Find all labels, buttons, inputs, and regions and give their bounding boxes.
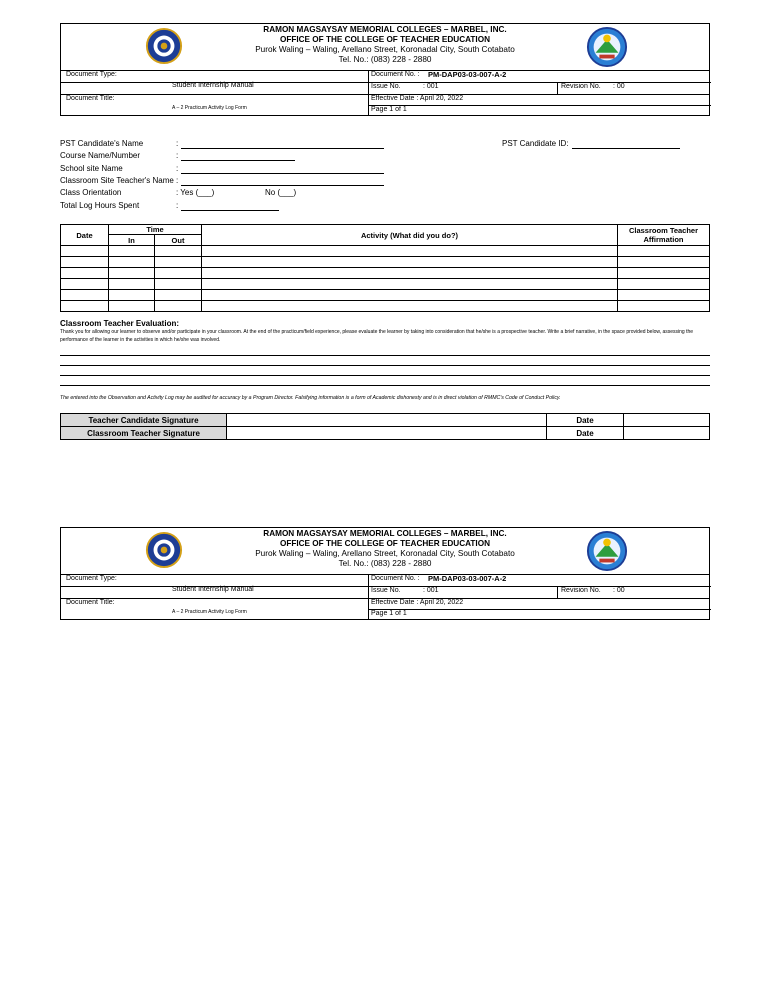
teacher-name-field[interactable] — [181, 185, 384, 186]
affirmation-header — [618, 225, 710, 246]
date-cell[interactable] — [61, 290, 109, 301]
affirmation-cell[interactable] — [618, 257, 710, 268]
activity-cell[interactable] — [202, 257, 618, 268]
doc-title-label: Document Title: — [66, 95, 115, 102]
date-cell[interactable] — [61, 246, 109, 257]
college-tel: Tel. No.: (083) 228 - 2880 — [338, 55, 432, 64]
revision-label: Revision No. — [561, 587, 601, 594]
doc-no-label: Document No. : — [371, 71, 420, 78]
affirmation-cell[interactable] — [618, 246, 710, 257]
affirmation-cell[interactable] — [618, 279, 710, 290]
header-divider — [368, 574, 369, 619]
table-row — [61, 290, 710, 301]
doc-type-label: Document Type: — [66, 575, 117, 582]
doc-no-row-line — [368, 586, 711, 587]
in-cell[interactable] — [109, 290, 155, 301]
college-address: Purok Waling – Waling, Arellano Street, Koronadal City, South Cotabato — [255, 45, 515, 54]
doc-type-value: Student Internship Manual — [172, 586, 254, 593]
evaluation-line[interactable] — [60, 385, 710, 386]
affirmation-cell[interactable] — [618, 290, 710, 301]
issue-label: Issue No. — [371, 587, 401, 594]
hours-field[interactable] — [181, 210, 279, 211]
teacher-name-label: Classroom Site Teacher's Name — [60, 176, 174, 185]
school-label: School site Name — [60, 164, 123, 173]
college-address: Purok Waling – Waling, Arellano Street, Koronadal City, South Cotabato — [255, 549, 515, 558]
table-row — [61, 301, 710, 312]
teacher-date-label: Date — [547, 427, 624, 440]
teacher-education-logo — [586, 530, 628, 572]
out-cell[interactable] — [155, 290, 202, 301]
course-field[interactable] — [181, 160, 295, 161]
issue-value: : 001 — [423, 83, 439, 90]
office-name: OFFICE OF THE COLLEGE OF TEACHER EDUCATION — [280, 35, 490, 44]
evaluation-title: Classroom Teacher Evaluation: — [60, 319, 179, 328]
doc-type-label: Document Type: — [66, 71, 117, 78]
evaluation-line[interactable] — [60, 365, 710, 366]
doc-type-value: Student Internship Manual — [172, 82, 254, 89]
doc-title-value: A – 2 Practicum Activity Log Form — [172, 105, 247, 111]
effective-date: Effective Date : April 20, 2022 — [371, 95, 464, 102]
candidate-date-label: Date — [547, 414, 624, 427]
orientation-yes-option[interactable]: : Yes (___) — [176, 188, 215, 197]
hours-label: Total Log Hours Spent — [60, 201, 140, 210]
signature-table — [60, 413, 710, 440]
teacher-signature-field[interactable] — [227, 427, 547, 440]
in-cell[interactable] — [109, 268, 155, 279]
candidate-id-field[interactable] — [572, 148, 680, 149]
college-name: RAMON MAGSAYSAY MEMORIAL COLLEGES – MARBEL, INC. — [263, 25, 507, 34]
out-cell[interactable] — [155, 301, 202, 312]
office-name: OFFICE OF THE COLLEGE OF TEACHER EDUCATION — [280, 539, 490, 548]
candidate-id-label: PST Candidate ID: — [502, 139, 569, 148]
out-cell[interactable] — [155, 268, 202, 279]
school-colon: : — [176, 164, 179, 173]
doc-no-value: PM-DAP03-03-007-A-2 — [428, 70, 507, 79]
activity-cell[interactable] — [202, 301, 618, 312]
course-label: Course Name/Number — [60, 151, 141, 160]
revision-value: : 00 — [613, 83, 625, 90]
orientation-no-option[interactable]: No (___) — [265, 188, 297, 197]
page-number: Page 1 of 1 — [371, 610, 407, 617]
table-row — [61, 257, 710, 268]
in-cell[interactable] — [109, 246, 155, 257]
table-row — [61, 279, 710, 290]
teacher-date-field[interactable] — [624, 427, 710, 440]
orientation-label: Class Orientation — [60, 188, 122, 197]
doc-title-label: Document Title: — [66, 599, 115, 606]
table-row — [61, 246, 710, 257]
affirmation-header-line1: Classroom Teacher — [628, 226, 699, 235]
in-cell[interactable] — [109, 301, 155, 312]
course-colon: : — [176, 151, 179, 160]
school-field[interactable] — [181, 173, 384, 174]
doc-no-label: Document No. : — [371, 575, 420, 582]
document-header — [60, 23, 710, 116]
doc-no-value: PM-DAP03-03-007-A-2 — [428, 574, 507, 583]
teacher-name-colon: : — [176, 176, 179, 185]
date-cell[interactable] — [61, 279, 109, 290]
audit-notice: The entered into the Observation and Activity Log may be audited for accuracy by a Program Director. Falsifying information is a form of Academic dishonesty and is in direct violation of RMMC's Code of Conduct Policy. — [60, 395, 561, 401]
activity-cell[interactable] — [202, 268, 618, 279]
teacher-signature-row — [61, 427, 710, 440]
activity-log-table — [60, 224, 710, 312]
date-header: Date — [61, 225, 109, 246]
header-top — [61, 528, 709, 575]
teacher-signature-label: Classroom Teacher Signature — [61, 427, 227, 440]
time-header: Time — [109, 225, 202, 235]
candidate-date-field[interactable] — [624, 414, 710, 427]
in-cell[interactable] — [109, 257, 155, 268]
candidate-name-label: PST Candidate's Name — [60, 139, 144, 148]
effective-date: Effective Date : April 20, 2022 — [371, 599, 464, 606]
hours-colon: : — [176, 201, 179, 210]
candidate-name-colon: : — [176, 139, 179, 148]
out-cell[interactable] — [155, 246, 202, 257]
affirmation-cell[interactable] — [618, 301, 710, 312]
doc-title-value: A – 2 Practicum Activity Log Form — [172, 609, 247, 615]
candidate-signature-field[interactable] — [227, 414, 547, 427]
time-in-header: In — [109, 235, 155, 246]
candidate-signature-label: Teacher Candidate Signature — [61, 414, 227, 427]
date-cell[interactable] — [61, 257, 109, 268]
header-top — [61, 24, 709, 71]
evaluation-line[interactable] — [60, 375, 710, 376]
candidate-signature-row — [61, 414, 710, 427]
doc-no-row-line — [368, 82, 711, 83]
activity-header: Activity (What did you do?) — [202, 225, 618, 246]
header-revision-divider — [557, 82, 558, 94]
evaluation-text: Thank you for allowing our learner to observe and/or participate in your classroom. At the end of the practicum/field experience, please evaluate the learner by taking into consideration that he/she is a prospective teacher. Write a brief narrative, in the space provided below, assessing the performance of the learner in the activities in which he/she was involved. — [60, 329, 694, 343]
issue-label: Issue No. — [371, 83, 401, 90]
header-revision-divider — [557, 586, 558, 598]
college-name: RAMON MAGSAYSAY MEMORIAL COLLEGES – MARBEL, INC. — [263, 529, 507, 538]
revision-label: Revision No. — [561, 83, 601, 90]
activity-cell[interactable] — [202, 279, 618, 290]
table-row — [61, 268, 710, 279]
issue-value: : 001 — [423, 587, 439, 594]
page-number: Page 1 of 1 — [371, 106, 407, 113]
document-header-repeat — [60, 527, 710, 620]
teacher-education-logo — [586, 26, 628, 68]
date-cell[interactable] — [61, 301, 109, 312]
activity-cell[interactable] — [202, 290, 618, 301]
out-cell[interactable] — [155, 257, 202, 268]
header-divider — [368, 70, 369, 115]
affirmation-header-line2: Affirmation — [643, 235, 684, 244]
revision-value: : 00 — [613, 587, 625, 594]
affirmation-cell[interactable] — [618, 268, 710, 279]
in-cell[interactable] — [109, 279, 155, 290]
out-cell[interactable] — [155, 279, 202, 290]
effective-row-line — [368, 105, 711, 106]
time-out-header: Out — [155, 235, 202, 246]
college-tel: Tel. No.: (083) 228 - 2880 — [338, 559, 432, 568]
activity-cell[interactable] — [202, 246, 618, 257]
effective-row-line — [368, 609, 711, 610]
candidate-name-field[interactable] — [181, 148, 384, 149]
evaluation-line[interactable] — [60, 355, 710, 356]
date-cell[interactable] — [61, 268, 109, 279]
